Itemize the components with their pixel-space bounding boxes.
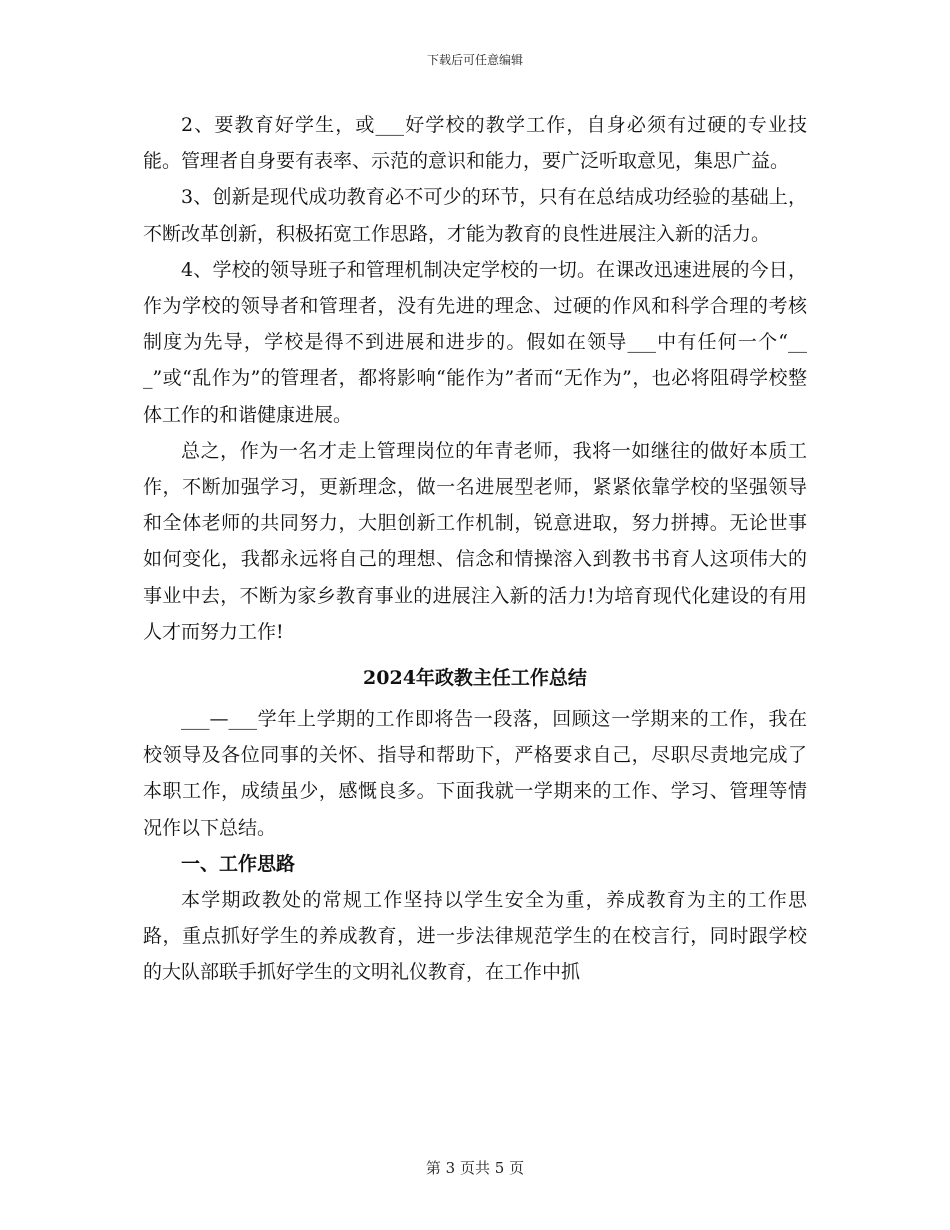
paragraph-point-4: 4、学校的领导班子和管理机制决定学校的一切。在课改迅速进展的今日，作为学校的领导者和管理者，没有先进的理念、过硬的作风和科学合理的考核制度为先导，学校是得不到进展和进步的。假如在领导___中有任何一个“___”或“乱作为”的管理者，都将影响“能作为”者而“无作为”，也必将阻碍学校整体工作的和谐健康进展。 xyxy=(143,258,807,426)
section-intro: ___—___学年上学期的工作即将告一段落，回顾这一学期来的工作，我在校领导及各位同事的关怀、指导和帮助下，严格要求自己，尽职尽责地完成了本职工作，成绩虽少，感慨良多。下面我就一学期来的工作、学习、管理等情况作以下总结。 xyxy=(143,708,807,839)
paragraph-conclusion: 总之，作为一名才走上管理岗位的年青老师，我将一如继往的做好本质工作，不断加强学习，更新理念，做一名进展型老师，紧紧依靠学校的坚强领导和全体老师的共同努力，大胆创新工作机制，锐意进取，努力拼搏。无论世事如何变化，我都永远将自己的理想、信念和情操溶入到教书书育人这项伟大的事业中去，不断为家乡教育事业的进展注入新的活力!为培育现代化建设的有用人才而努力工作! xyxy=(143,439,807,643)
section-subheading: 一、工作思路 xyxy=(181,852,296,875)
paragraph-point-3: 3、创新是现代成功教育必不可少的环节，只有在总结成功经验的基础上，不断改革创新，积极拓宽工作思路，才能为教育的良性进展注入新的活力。 xyxy=(143,186,807,245)
page-header: 下载后可任意编辑 xyxy=(426,53,523,67)
section-title: 2024年政教主任工作总结 xyxy=(363,667,587,690)
document-body xyxy=(143,107,807,991)
page-footer: 第 3 页共 5 页 xyxy=(425,1159,525,1177)
section-body: 本学期政教处的常规工作坚持以学生安全为重，养成教育为主的工作思路，重点抓好学生的养成教育，进一步法律规范学生的在校言行，同时跟学校的大队部联手抓好学生的文明礼仪教育，在工作中抓 xyxy=(143,889,807,984)
paragraph-point-2: 2、要教育好学生，或___好学校的教学工作，自身必须有过硬的专业技能。管理者自身要有表率、示范的意识和能力，要广泛听取意见，集思广益。 xyxy=(143,114,807,173)
